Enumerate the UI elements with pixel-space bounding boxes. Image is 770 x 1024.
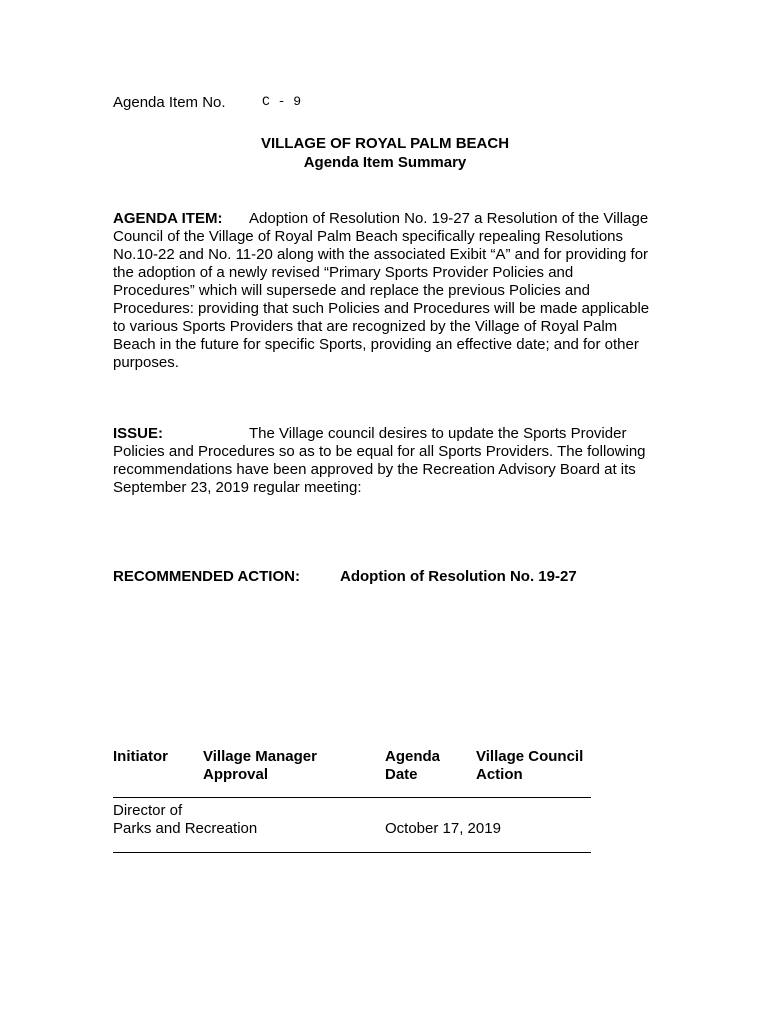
table-header-council-line2: Action (476, 766, 523, 783)
recommended-action-value: Adoption of Resolution No. 19-27 (340, 568, 577, 585)
agenda-item-description: Adoption of Resolution No. 19-27 a Resolution of the Village Council of the Village of Royal Palm Beach specifically repealing Resolutions No.10-22 and No. 11-20 along with the associated Exibit “A” and for providing for the adoption of a newly revised “Primary Sports Provider Policies and Procedures” which will supersede and replace the previous Policies and Procedures: providing that such Policies and Procedures will be made applicable to various Sports Providers that are recognized by the Village of Royal Palm Beach in the future for specific Sports, providing an effective date; and for other purposes. (113, 210, 650, 371)
agenda-item-number-value: C - 9 (262, 94, 302, 109)
table-bottom-rule (113, 852, 591, 853)
table-header-agenda-line1: Agenda (385, 748, 441, 765)
table-header-agenda-line2: Date (385, 766, 418, 783)
issue-description: The Village council desires to update the Sports Provider Policies and Procedures so as to be equal for all Sports Providers. The following recommendations have been approved by the Recreation Advisory Board at its September 23, 2019 regular meeting: (113, 425, 646, 496)
table-row-initiator-line2: Parks and Recreation (113, 820, 258, 837)
recommended-action-label: RECOMMENDED ACTION: (113, 568, 300, 585)
agenda-item-label: AGENDA ITEM: (113, 210, 223, 227)
table-header-council-line1: Village Council (476, 748, 584, 765)
page-title: VILLAGE OF ROYAL PALM BEACH (260, 135, 510, 152)
table-header-initiator: Initiator (113, 748, 168, 765)
table-header-manager-line2: Approval (203, 766, 269, 783)
table-header-manager-line1: Village Manager (203, 748, 317, 765)
agenda-item-number-label: Agenda Item No. (113, 94, 226, 111)
table-row-agenda-date: October 17, 2019 (385, 820, 501, 837)
table-row-initiator-line1: Director of (113, 802, 183, 819)
issue-label: ISSUE: (113, 425, 164, 442)
page-subtitle: Agenda Item Summary (303, 154, 467, 171)
table-top-rule (113, 797, 591, 798)
